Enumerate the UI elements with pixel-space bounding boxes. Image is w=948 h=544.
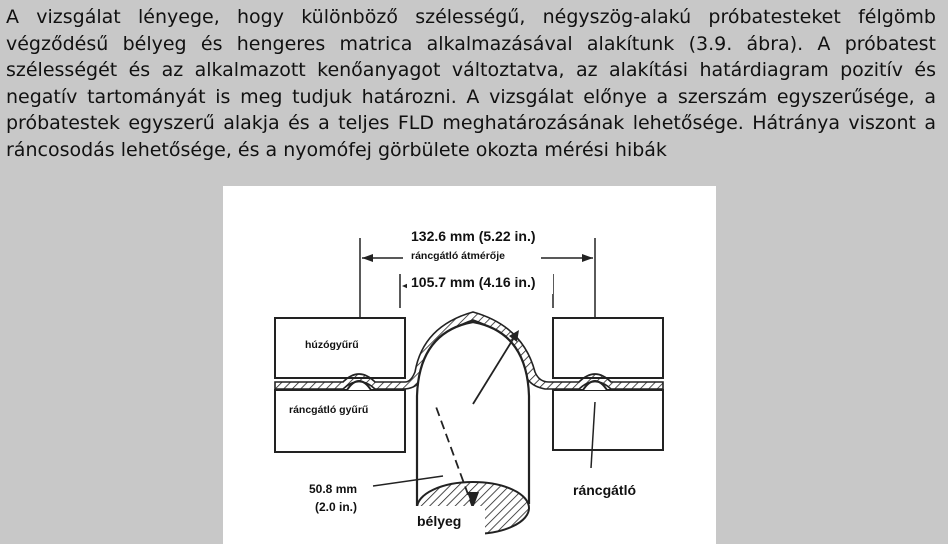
dim-inner-text: 105.7 mm (4.16 in.) <box>411 274 536 290</box>
draw-ring-right <box>553 318 663 378</box>
figure-punch-test-diagram <box>223 186 716 544</box>
dim-outer-text: 132.6 mm (5.22 in.) <box>411 228 536 244</box>
blankholder-ring-label: ráncgátló gyűrű <box>289 404 369 416</box>
draw-ring-label: húzógyűrű <box>305 339 359 351</box>
blankholder-label: ráncgátló <box>573 482 637 498</box>
radius-label-in: (2.0 in.) <box>315 500 358 514</box>
blankholder-ring-right <box>553 390 663 450</box>
dim-outer-label: ráncgátló átmérője <box>411 250 505 262</box>
punch-label: bélyeg <box>417 513 462 529</box>
radius-label-mm: 50.8 mm <box>309 482 358 496</box>
body-paragraph: A vizsgálat lényege, hogy különböző szélességű, négyszög-alakú próbatesteket félgömb végződésű bélyeg és hengeres matrica alkalmazásával alakítunk (3.9. ábra). A próbatest szélességét és az alkalmazott kenőanyagot változtatva, az alakítási határdiagram pozitív és negatív tartományát is meg tudjuk határozni. A vizsgálat előnye a szerszám egyszerűsége, a próbatestek egyszerű alakja és a teljes FLD meghatározásának lehetősége. Hátránya viszont a ráncosodás lehetősége, és a nyomófej görbülete okozta mérési hibák <box>6 6 936 161</box>
